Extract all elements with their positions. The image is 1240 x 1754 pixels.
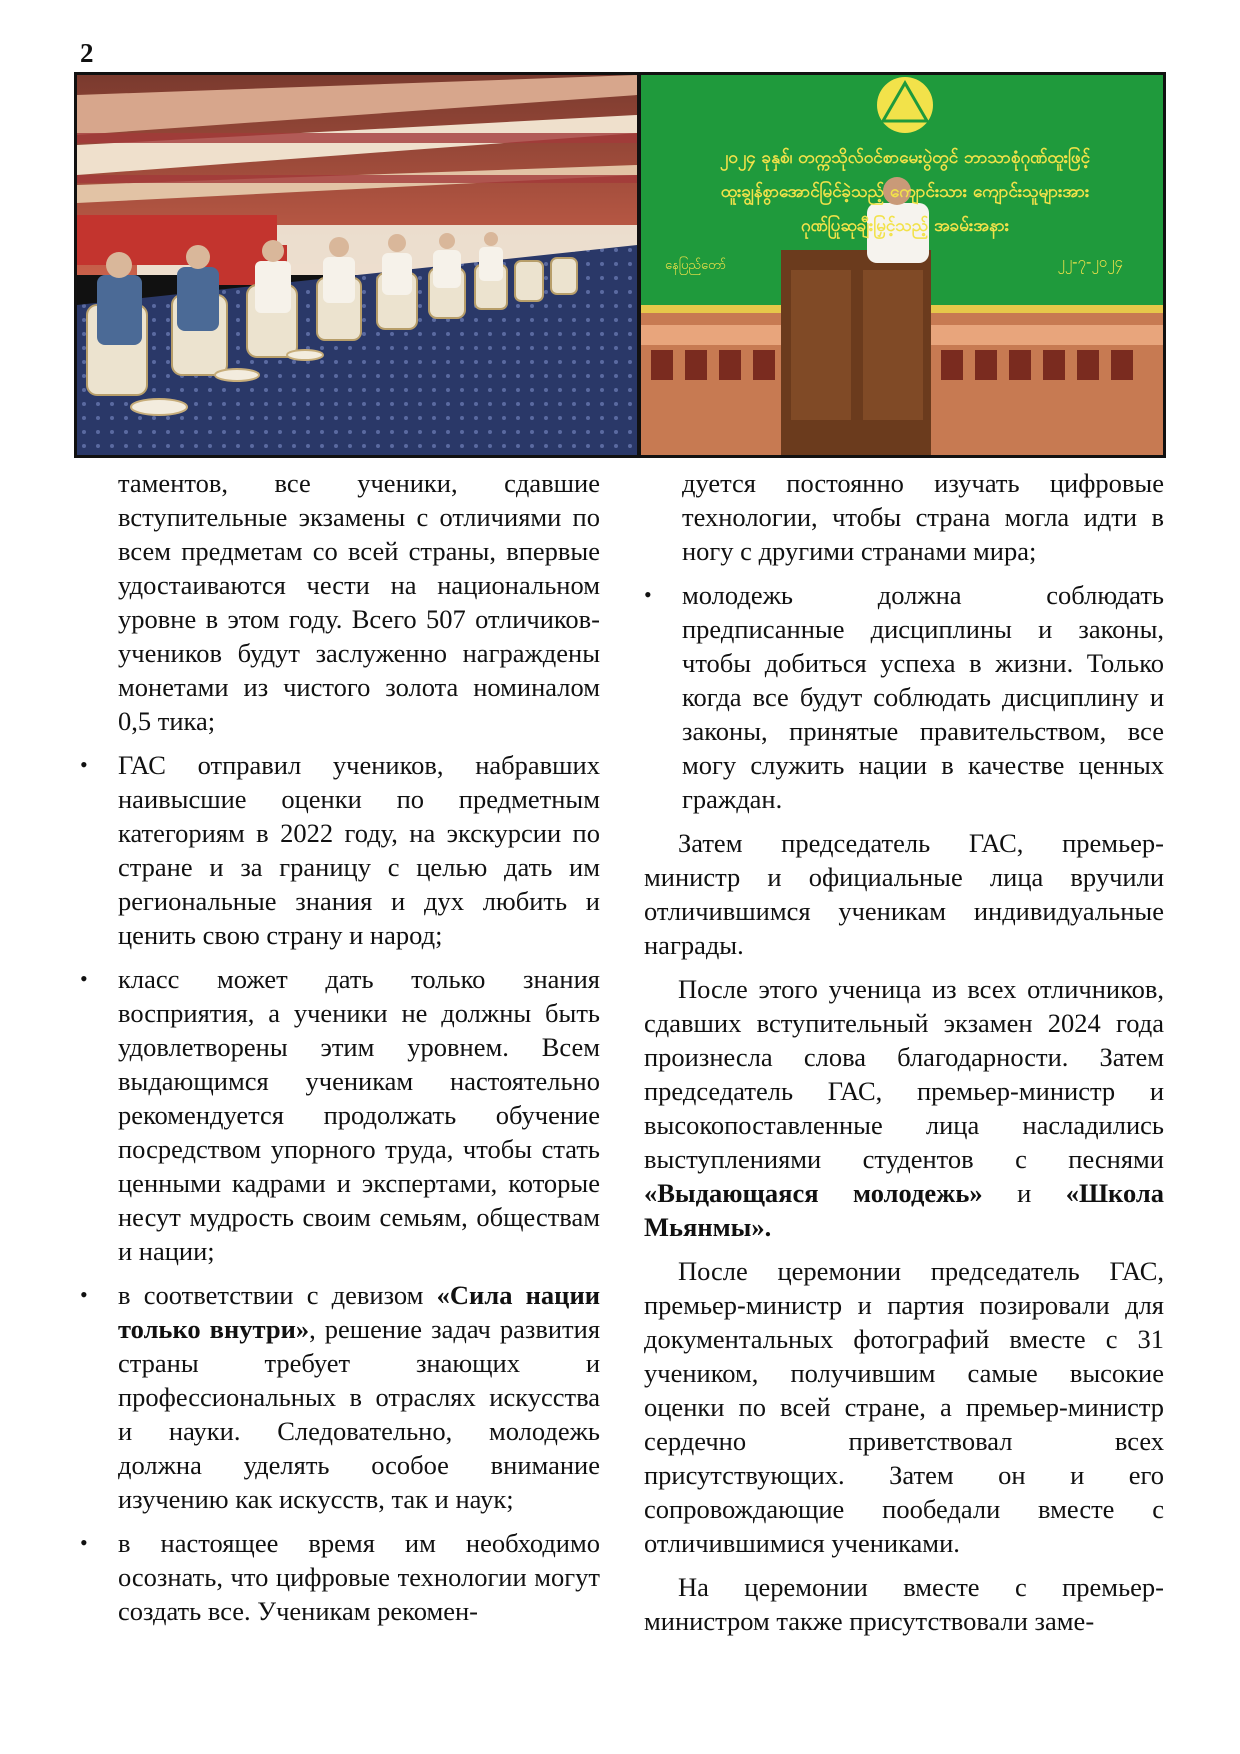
bullet-text: , решение задач развития страны требует знающих и профессиональных в отраслях искусства и науки. Следовательно, молодежь должна уделять особое внимание изучению как искусств, так и наук; — [118, 1314, 601, 1514]
bullet-item: • ГАС отправил учеников, набравших наивысшие оценки по предметным категориям в 2022 году, на экскурсии по стране и за границу с целью дать им региональные знания и дух любить и ценить свою страну и народ; — [80, 748, 600, 952]
banner-line-3: ဂုဏ်ပြုဆုချီးမြှင့်သည့် အခမ်းအနား — [800, 216, 1010, 236]
audience-photo — [77, 75, 637, 455]
paragraph-text: После этого ученица из всех отличников, сдавших вступительный экзамен 2024 года произнесла слова благодарности. Затем председатель ГАС, премьер-министр и высокопоставленные лица насладились выступлениями студентов с песнями — [644, 974, 1164, 1174]
bullet-item — [80, 1278, 600, 1516]
bullet-text: в соответствии с девизом — [118, 1280, 437, 1310]
paragraph: После церемонии председатель ГАС, премьер-министр и партия позировали для документальных фотографий вместе с 31 учеником, получившим самые высокие оценки по всей стране, а премьер-министр сердечно приветствовал всех присутствующих. Затем он и его сопровождающие пообедали вместе с отличившимися учениками. — [644, 1256, 1164, 1558]
banner-line-2: ထူးချွန်စွာအောင်မြင်ခဲ့သည့် ကျောင်းသား ကျောင်းသူများအား — [720, 182, 1090, 202]
page-number: 2 — [80, 38, 94, 68]
bullet-item: • молодежь должна соблюдать предписанные дисциплины и законы, чтобы добиться успеха в жизни. Только когда все будут соблюдать дисциплину и законы, принятые правительством, все могу служить нации в качестве ценных граждан. — [644, 578, 1164, 816]
paragraph-text: и — [982, 1178, 1066, 1208]
bullet-list-right — [644, 578, 1164, 816]
bullet-list-left — [80, 748, 600, 1628]
song-title-bold: «Школа Мьянмы». — [644, 1178, 1164, 1242]
bullet-item: • класс может дать только знания восприятия, а ученики не должны быть удовлетворены этим уровнем. Всем выдающимся ученикам настоятельно рекомендуется продолжать обучение посредством упорного труда, чтобы стать ценными кадрами и экспертами, которые несут мудрость своим семьям, обществам и нации; — [80, 962, 600, 1268]
song-title-bold: «Выдающаяся молодежь» — [644, 1178, 983, 1208]
paragraph: Затем председатель ГАС, премьер-министр и официальные лица вручили отличившимся ученикам индивидуальные награды. — [644, 828, 1164, 960]
bullet-item: • в настоящее время им необходимо осознать, что цифровые технологии могут создать все. Ученикам рекомен- — [80, 1526, 600, 1628]
paragraph — [644, 972, 1164, 1244]
right-column — [644, 466, 1164, 1638]
continuation-text: таментов, все ученики, сдавшие вступительные экзамены с отличиями по всем предметам со всей страны, впервые удостаиваются чести на национальном уровне в этом году. Всего 507 отличиков-учеников будут заслуженно награждены монетами из чистого золота номиналом 0,5 тика; — [118, 468, 600, 736]
paragraph: На церемонии вместе с премьер-министром также присутствовали заме- — [644, 1572, 1164, 1636]
photo-strip — [74, 72, 1166, 458]
banner-place: နေပြည်တော် — [665, 258, 727, 273]
banner-line-1: ၂၀၂၄ ခုနှစ်၊ တက္ကသိုလ်ဝင်စာမေးပွဲတွင် ဘာသာစုံဂုဏ်ထူးဖြင့် — [719, 148, 1091, 168]
podium-photo — [641, 75, 1163, 455]
banner-text — [661, 141, 1149, 243]
left-column — [80, 466, 600, 1628]
banner-date: ၂၂-၇-၂၀၂၄ — [1057, 253, 1123, 271]
motto-bold: «Сила нации только внутри» — [118, 1280, 600, 1344]
audience-photo-illustration — [77, 75, 637, 455]
continuation-text: дуется постоянно изучать цифровые технологии, чтобы страна могла идти в ногу с другими странами мира; — [682, 468, 1164, 566]
